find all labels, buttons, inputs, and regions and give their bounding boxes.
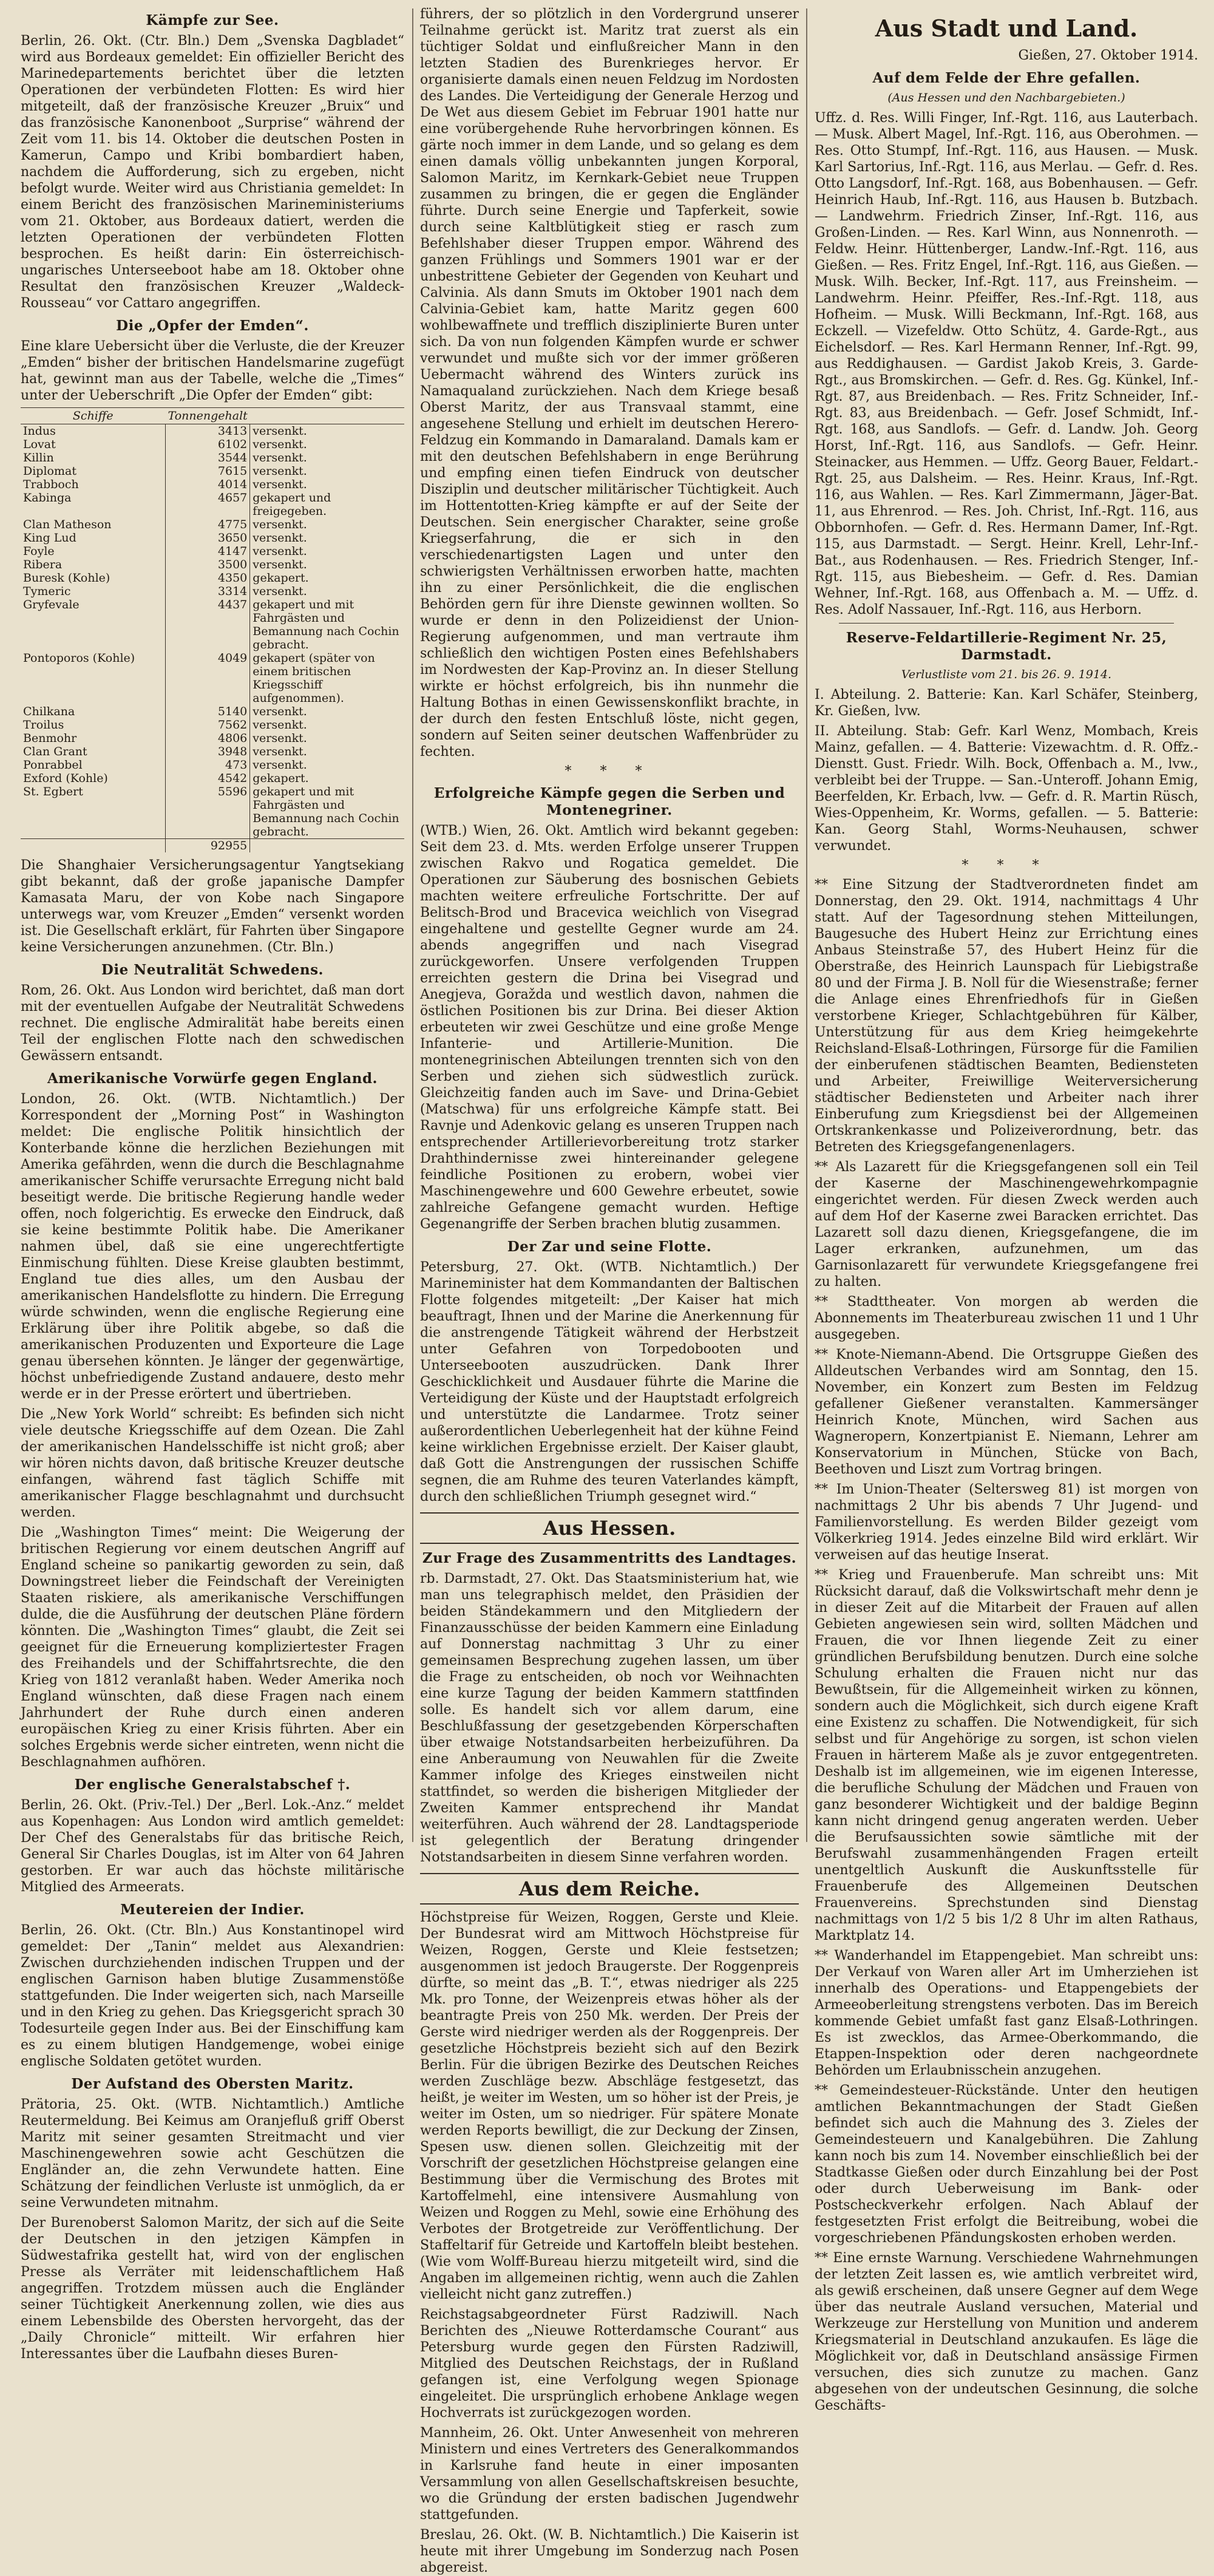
article-paragraph: ** Gemeindesteuer-Rückstände. Unter den heutigen amtlichen Bekanntmachungen der Stadt Gießen befindet sich auch die Mahnung des 3. Zieles der Gemeindesteuern und Kanalgebühren. Die Zahlung kann noch bis zum 14. November einschließlich bei der Stadtkasse Gießen oder durch Einzahlung bei der Post oder durch Ueberweisung im Bank- oder Postscheckverkehr erfolgen. Nach Ablauf der festgesetzten Frist erfolgt die Beitreibung, wobei die vorgeschriebenen Pfändungskosten erhoben werden. (815, 2083, 1198, 2246)
article-paragraph: ** Eine ernste Warnung. Verschiedene Wahrnehmungen der letzten Zeit lassen es, wie amtlich verbreitet wird, als gewiß erscheinen, daß unsere Gegner auf dem Wege über das neutrale Ausland versuchen, Material und Werkzeuge zur Herstellung von Munition und anderem Kriegsmaterial in Deutschland anzukaufen. Es läge die Möglichkeit vor, daß in Deutschland ansässige Firmen versuchen, dies sich zunutze zu machen. Ganz abgesehen von der undeutschen Gesinnung, die solche Geschäfts- (815, 2251, 1198, 2413)
remark-cell: versenkt. (253, 558, 307, 571)
article-paragraph: Der Burenoberst Salomon Maritz, der sich auf die Seite der Deutschen in den jetzigen Kämpfen in Südwestafrika gestellt hat, wird von der englischen Presse als Verräter mit leidenschaftlichem Haß angegriffen. Trotzdem müssen auch die Engländer seiner Tüchtigkeit Anerkennung zollen, wie dies aus einem Lebensbilde des Obersten hervorgeht, das der „Daily Chronicle“ mitteilt. Wir erfahren hier Interessantes über die Laufbahn dieses Buren- (21, 2215, 404, 2362)
column-rule (806, 8, 807, 1842)
article-paragraph: rb. Darmstadt, 27. Okt. Das Staatsministerium hat, wie man uns telegraphisch meldet, den Präsidien der beiden Ständekammern und den Mitgliedern der Finanzausschüsse der beiden Kammern eine Einladung auf Donnerstag nachmittag 3 Uhr zu einer gemeinsamen Besprechung zugehen lassen, um über die Frage zu entscheiden, ob noch vor Weihnachten eine kurze Tagung der beiden Kammern stattfinden solle. Es handelt sich vor allem darum, eine Beschlußfassung der gesetzgebenden Körperschaften über etwaige Notstandsarbeiten herbeizuführen. Da eine Anberaumung von Neuwahlen für die Zweite Kammer infolge des Krieges einstweilen nicht stattfindet, so werden die bisherigen Mitglieder der Zweiten Kammer entsprechend ihr Mandat weiterführen. Auch während der 28. Landtagsperiode ist gelegentlich der Beratung dringender Notstandsarbeiten in diesem Sinne verfahren worden. (420, 1571, 799, 1865)
table-row (21, 558, 404, 571)
article-paragraph: Uffz. d. Res. Willi Finger, Inf.-Rgt. 116, aus Lauterbach. — Musk. Albert Magel, Inf.-Rgt. 116, aus Oberohmen. — Res. Otto Stumpf, Inf.-Rgt. 116, aus Hausen. — Musk. Karl Sartorius, Inf.-Rgt. 116, aus Merlau. — Gefr. d. Res. Otto Langsdorf, Inf.-Rgt. 168, aus Bobenhausen. — Gefr. Heinrich Haub, Inf.-Rgt. 116, aus Hausen b. Butzbach. — Landwehrm. Friedrich Zinser, Inf.-Rgt. 116, aus Großen-Linden. — Res. Karl Winn, aus Nonnenroth. — Feldw. Heinr. Hüttenberger, Landw.-Inf.-Rgt. 116, aus Gießen. — Res. Fritz Engel, Inf.-Rgt. 116, aus Gießen. — Musk. Wilh. Becker, Inf.-Rgt. 117, aus Freinsheim. — Landwehrm. Heinr. Pfeiffer, Res.-Inf.-Rgt. 118, aus Hofheim. — Musk. Willi Beckmann, Inf.-Rgt. 168, aus Eckzell. — Vizefeldw. Otto Schütz, 4. Garde-Rgt., aus Eichelsdorf. — Res. Karl Hermann Renner, Inf.-Rgt. 99, aus Reddighausen. — Gardist Jakob Kreis, 3. Garde-Rgt., aus Bromskirchen. — Gefr. d. Res. Gg. Künkel, Inf.-Rgt. 87, aus Breidenbach. — Res. Fritz Schneider, Inf.-Rgt. 83, aus Breidenbach. — Gefr. Josef Schmidt, Inf.-Rgt. 168, aus Sandlofs. — Gefr. d. Landw. Joh. Georg Horst, Inf.-Rgt. 116, aus Sandlofs. — Gefr. Heinr. Steinacker, aus Hemmen. — Uffz. Georg Bauer, Feldart.-Rgt. 25, aus Dalsheim. — Res. Heinr. Kraus, Inf.-Rgt. 116, aus Wahlen. — Res. Karl Zimmermann, Jäger-Bat. 11, aus Ehrenrod. — Res. Joh. Christ, Inf.-Rgt. 116, aus Obbornhofen. — Gefr. d. Res. Hermann Damer, Inf.-Rgt. 115, aus Darmstadt. — Sergt. Heinr. Krell, Lehr-Inf.-Bat., aus Rodenhausen. — Res. Friedrich Stenger, Inf.-Rgt. 115, aus Biebesheim. — Gefr. d. Res. Damian Wehner, Inf.-Rgt. 168, aus Offenbach a. M. — Uffz. d. Res. Adolf Nassauer, Inf.-Rgt. 116, aus Herborn. (815, 110, 1198, 617)
ship-name-cell: King Lud (23, 531, 76, 545)
ship-name-cell: Troilus (23, 718, 64, 732)
ship-name-cell: Ponrabbel (23, 758, 83, 772)
article-paragraph: ** Knote-Niemann-Abend. Die Ortsgruppe Gießen des Alldeutschen Verbandes wird am Sonntag, den 15. November, ein Konzert zum Besten im Feldzug gefallener Gießener veranstalten. Kammersänger Heinrich Knote, München, wird Sachen aus Wagneropern, Konzertpianist E. Niemann, Lehrer am Konservatorium in München, Stücke von Bach, Beethoven und Liszt zum Vortrag bringen. (815, 1347, 1198, 1477)
tonnage-cell: 7615 (166, 464, 250, 478)
remark-cell: versenkt. (253, 451, 307, 464)
section-separator: * * * (565, 764, 654, 779)
table-header-tonnage: Tonnengehalt (166, 408, 250, 424)
tonnage-cell: 4014 (166, 478, 250, 491)
table-row (21, 491, 404, 518)
tonnage-cell: 7562 (166, 718, 250, 732)
article-paragraph: Rom, 26. Okt. Aus London wird berichtet, daß man dort mit der eventuellen Aufgabe der Neutralität Schwedens rechnet. Die englische Admiralität habe bereits einen Teil der englischen Flotte nach den schwedischen Gewässern entsandt. (21, 983, 404, 1064)
table-total-value: 92955 (166, 839, 250, 853)
ship-name-cell: Foyle (23, 545, 55, 558)
remark-cell: versenkt. (253, 732, 307, 745)
article-paragraph: Mannheim, 26. Okt. Unter Anwesenheit von mehreren Ministern und eines Vertreters des Generalkommandos in Karlsruhe fand heute in einer imposanten Versammlung von allen Gesellschaftskreisen besuchte, wo die Gründung der ersten badischen Jugendwehr stattgefunden. (420, 2425, 799, 2523)
article-paragraph: Die „New York World“ schreibt: Es befinden sich nicht viele deutsche Kriegsschiffe auf dem Ozean. Die Zahl der amerikanischen Handelsschiffe ist nicht groß; aber wir hören nichts davon, daß britische Kreuzer deutsche einfangen, während fast täglich Schiffe mit amerikanischer Flagge beschlagnahmt und durchsucht werden. (21, 1407, 404, 1520)
table-row (21, 571, 404, 585)
remark-cell: versenkt. (253, 424, 307, 438)
article-paragraph: (WTB.) Wien, 26. Okt. Amtlich wird bekannt gegeben: Seit dem 23. d. Mts. werden Erfolge unserer Truppen zwischen Rakvo und Rogatica gemeldet. Die Operationen zur Säuberung des bosnischen Gebiets machten weitere erfreuliche Fortschritte. Der auf Belitsch-Brod und Bracevica weichlich von Visegrad eingehaltene und gestellte Gegner wurde am 24. abends angegriffen und nach Visegrad zurückgeworfen. Unsere verfolgenden Truppen erreichten gestern die Drina bei Visegrad und Anegjeva, Goražda und westlich davon, nahmen die östlichen Positionen bis zur Drina. Bei dieser Aktion erbeuteten wir zwei Geschütze und eine große Menge Infanterie- und Artillerie-Munition. Die montenegrinischen Abteilungen trennten sich von den Serben und ziehen sich südwestlich zurück. Gleichzeitig fanden auch im Save- und Drina-Gebiet (Matschwa) für uns erfolgreiche Kämpfe statt. Bei Ravnje und Adenkovic gelang es unseren Truppen nach entsprechender Artillerievorbereitung trotz starker Drahthindernisse zwei hintereinander gelegene feindliche Positionen zu erobern, wobei vier Maschinengewehre und 600 Gewehre erbeutet, sowie zahlreiche Gefangene gemacht wurden. Heftige Gegenangriffe der Serben brachen blutig zusammen. (420, 823, 799, 1232)
article-paragraph: ** Im Union-Theater (Seltersweg 81) ist morgen von nachmittags 2 Uhr bis abends 7 Uhr Jugend- und Familienvorstellung. Es werden Bilder gezeigt vom Völkerkrieg 1914. Jedes einzelne Bild wird erklärt. Wir verweisen auf das heutige Inserat. (815, 1482, 1198, 1563)
article-paragraph: ** Eine Sitzung der Stadtverordneten findet am Donnerstag, den 29. Okt. 1914, nachmittags 4 Uhr statt. Auf der Tagesordnung stehen Mitteilungen, Baugesuche des Hubert Heinz zur Errichtung eines Anbaus Steinstraße 57, des Hubert Heinz für die Oberstraße, des Heinrich Launspach für Liebigstraße 80 und der Firma J. B. Noll für die Wiesenstraße; ferner die Anlage eines Ehrenfriedhofs für in Gießen verstorbene Krieger, Schlachtgebühren für Kälber, Unterstützung für aus dem Krieg heimgekehrte Reichsland-Elsaß-Lothringen, Fürsorge für die Familien der einberufenen städtischen Beamten, Bediensteten und Arbeiter, Freiwillige Weiterversicherung städtischer Bediensteten und Arbeiter nach ihrer Einberufung zum Kriegsdienst bei der Allgemeinen Ortskrankenkasse und Polizeiverordnung, betr. das Betreten des Kriegsgefangenenlagers. (815, 877, 1198, 1155)
table-row (21, 438, 404, 451)
table-body (21, 424, 404, 839)
column-left (18, 6, 407, 2362)
table-row (21, 651, 404, 705)
table-row (21, 585, 404, 598)
remark-cell: gekapert und freigegeben. (253, 491, 331, 518)
article-paragraph: Breslau, 26. Okt. (W. B. Nichtamtlich.) Die Kaiserin ist heute mit ihrer Umgebung im Sonderzug nach Posen abgereist. (420, 2527, 799, 2575)
remark-cell: versenkt. (253, 585, 307, 598)
article-headline: Der Aufstand des Obersten Maritz. (71, 2076, 354, 2092)
table-row (21, 718, 404, 732)
article-paragraph: Die Shanghaier Versicherungsagentur Yangtsekiang gibt bekannt, daß der große japanische Dampfer Kamasata Maru, der von Kobe nach Singapore unterwegs war, vom Kreuzer „Emden“ versenkt worden ist. Die Gesellschaft erklärt, für Fahrten über Singapore keine Versicherungen anzunehmen. (Ctr. Bln.) (21, 858, 404, 955)
ship-name-cell: Indus (23, 424, 56, 438)
table-row (21, 732, 404, 745)
column-rule (412, 8, 413, 1842)
article-headline: Reserve-Feldartillerie-Regiment Nr. 25, Darmstadt. (846, 630, 1167, 663)
dateline: Gießen, 27. Oktober 1914. (1018, 48, 1198, 63)
tonnage-cell: 4657 (166, 491, 250, 518)
tonnage-cell: 473 (166, 758, 250, 772)
article-paragraph: London, 26. Okt. (WTB. Nichtamtlich.) Der Korrespondent der „Morning Post“ in Washington meldet: Die englische Politik hinsichtlich der Konterbande könne die herzlichen Beziehungen mit Amerika gefährden, wenn die durch die Beschlagnahme amerikanischer Schiffe verursachte Erregung nicht bald beseitigt werde. Die britische Regierung handle weder offen, noch folgerichtig. Es erwecke den Eindruck, daß sie keine bestimmte Politik habe. Die Amerikaner nahmen übel, daß sie eine ungerechtfertigte Einmischung fühlten. Diese Kreise glaubten bestimmt, England tue dies alles, um den Ausbau der amerikanischen Handelsflotte zu hindern. Die Erregung würde schwinden, wenn die englische Regierung eine Erklärung über ihre Politik abgebe, so daß die amerikanischen Produzenten und Exporteure die Lage genau übersehen könnten. Je länger der gegenwärtige, höchst unbefriedigende Zustand andauere, desto mehr werde er in der Presse erörtert und übertrieben. (21, 1092, 404, 1402)
column-right (812, 6, 1201, 2413)
tonnage-cell: 3650 (166, 531, 250, 545)
table-row (21, 464, 404, 478)
table-row (21, 531, 404, 545)
column-middle (418, 6, 801, 2575)
section-heading-stadt-land: Aus Stadt und Land. (875, 15, 1138, 42)
table-row (21, 478, 404, 491)
ship-name-cell: Ribera (23, 558, 63, 571)
article-paragraph: Die „Washington Times“ meint: Die Weigerung der britischen Regierung vor einem deutschen Angriff auf England scheine so panikartig geworden zu sein, daß Downingstreet lieber die Feindschaft der Vereinigten Staaten riskiere, als amerikanische Verschiffungen dulde, die die Ausführung der deutschen Pläne fördern könnten. Die „Washington Times“ glaubt, die Zeit sei geeignet für die Erneuerung kompliziertester Fragen des Freihandels und der Schiffahrtsrechte, die den Krieg von 1812 veranlaßt haben. Weder Amerika noch England wünschten, daß diese Fragen nach einem Jahrhundert der Ruhe durch einen anderen europäischen Krieg zu einer Krisis führten. Aber ein solches Ergebnis werde sicher eintreten, wenn nicht die Beschlagnahmen aufhören. (21, 1525, 404, 1770)
remark-cell: gekapert (später von einem britischen Kriegsschiff aufgenommen). (253, 651, 375, 705)
tonnage-cell: 4147 (166, 545, 250, 558)
table-row (21, 424, 404, 438)
ship-name-cell: Gryfevale (23, 598, 80, 611)
remark-cell: gekapert und mit Fahrgästen und Bemannung nach Cochin gebracht. (253, 785, 399, 838)
ship-name-cell: Benmohr (23, 732, 77, 745)
table-header-remark (250, 408, 404, 424)
tonnage-cell: 3314 (166, 585, 250, 598)
article-headline: Der Zar und seine Flotte. (507, 1239, 712, 1255)
article-paragraph: Berlin, 26. Okt. (Priv.-Tel.) Der „Berl. Lok.-Anz.“ meldet aus Kopenhagen: Aus London wird amtlich gemeldet: Der Chef des Generalstabs für das britische Reich, General Sir Charles Douglas, ist im Alter von 64 Jahren gestorben. Er war auch das höchste militärische Mitglied des Armeerats. (21, 1798, 404, 1895)
tonnage-cell: 3544 (166, 451, 250, 464)
table-row (21, 745, 404, 758)
ship-name-cell: Kabinga (23, 491, 72, 505)
article-paragraph: Reichstagsabgeordneter Fürst Radziwill. Nach Berichten des „Nieuwe Rotterdamsche Courant“ aus Petersburg wurde gegen den Fürsten Radziwill, Mitglied des Deutschen Reichstags, der in Rußland gefangen ist, eine Verfolgung wegen Spionage eingeleitet. Die ursprünglich erhobene Anklage wegen Hochverrats ist zurückgezogen worden. (420, 2307, 799, 2421)
article-paragraph: II. Abteilung. Stab: Gefr. Karl Wenz, Mombach, Kreis Mainz, gefallen. — 4. Batterie: Vizewachtm. d. R. Offz.-Dienstt. Gust. Friedr. Wilh. Bock, Offenbach a. M., lvw., verbleibt bei der Truppe. — San.-Unteroff. Johann Emig, Beerfelden, Kr. Erbach, lvw. — Gefr. d. R. Martin Rüsch, Wies-Oppenheim, Kr. Worms, gefallen. — 5. Batterie: Kan. Georg Stahl, Worms-Neuhausen, schwer verwundet. (815, 724, 1198, 854)
tonnage-cell: 4806 (166, 732, 250, 745)
tonnage-cell: 4049 (166, 651, 250, 705)
emden-victims-table (21, 407, 404, 852)
table-row (21, 758, 404, 772)
article-headline: Die „Opfer der Emden“. (116, 318, 309, 334)
tonnage-cell: 3500 (166, 558, 250, 571)
ship-name-cell: Chilkana (23, 705, 75, 718)
table-row (21, 772, 404, 785)
table-row (21, 598, 404, 651)
remark-cell: gekapert. (253, 772, 309, 785)
remark-cell: versenkt. (253, 705, 307, 718)
tonnage-cell: 4437 (166, 598, 250, 651)
article-paragraph: Berlin, 26. Okt. (Ctr. Bln.) Dem „Svenska Dagbladet“ wird aus Bordeaux gemeldet: Ein offizieller Bericht des Marinedepartements berichtet über die letzten Operationen der verbündeten Flotten: Es wird hier mitgeteilt, daß der französische Kreuzer „Bruix“ und das französische Kanonenboot „Surprise“ während der Zeit vom 11. bis 14. Oktober die deutschen Posten in Kamerun, Campo und Kribi bombardiert haben, nachdem die Aufforderung, sich zu ergeben, nicht befolgt wurde. Weiter wird aus Christiania gemeldet: In einem Bericht des französischen Marineministeriums vom 21. Oktober, aus Bordeaux datiert, werden die letzten Operationen der verbündeten Flotten besprochen. Es heißt darin: Ein österreichisch-ungarisches Unterseeboot habe am 18. Oktober ohne Resultat den französischen Kreuzer „Waldeck-Rousseau“ vor Cattaro angegriffen. (21, 33, 404, 311)
remark-cell: versenkt. (253, 438, 307, 451)
article-headline: Erfolgreiche Kämpfe gegen die Serben und Montenegriner. (433, 785, 785, 818)
ship-name-cell: St. Egbert (23, 785, 83, 798)
remark-cell: versenkt. (253, 758, 307, 772)
article-paragraph: Berlin, 26. Okt. (Ctr. Bln.) Aus Konstantinopel wird gemeldet: Der „Tanin“ meldet aus Alexandrien: Zwischen durchziehenden indischen Truppen und der englischen Garnison haben blutige Zusammenstöße stattgefunden. Die Inder weigerten sich, nach Marseille und in den Krieg zu gehen. Das Kriegsgericht sprach 30 Todesurteile gegen Inder aus. Bei der Einschiffung kam es zu einem blutigen Handgemenge, wobei einige englische Soldaten getötet wurden. (21, 1923, 404, 2069)
article-paragraph: ** Krieg und Frauenberufe. Man schreibt uns: Mit Rücksicht darauf, daß die Volkswirtschaft mehr denn je in dieser Zeit auf die Mitarbeit der Frauen auf allen Gebieten angewiesen sein wird, sollten Mädchen und Frauen, die vor Ihnen liegende Zeit zu einer gründlichen Berufsbildung benutzen. Durch eine solche Schulung erhalten die Frauen nicht nur das Bewußtsein, für die Allgemeinheit wirken zu können, sondern auch die Möglichkeit, sich durch eigene Kraft eine Existenz zu schaffen. Die Notwendigkeit, für sich selbst und für Angehörige zu sorgen, ist schon vielen Frauen in härterem Maße als je zuvor entgegentreten. Deshalb ist im allgemeinen, wie im eigenen Interesse, die berufliche Schulung der Mädchen und Frauen von ganz besonderer Wichtigkeit und der baldige Beginn kann nicht dringend genug angeraten werden. Ueber die Berufsaussichten sowie sämtliche mit der Berufswahl zusammenhängenden Fragen erteilt unentgeltlich Auskunft die Auskunftsstelle für Frauenberufe des Allgemeinen Deutschen Frauenvereins. Sprechstunden sind Dienstag nachmittags von 1/2 5 bis 1/2 8 Uhr im alten Rathaus, Marktplatz 14. (815, 1568, 1198, 1943)
remark-cell: versenkt. (253, 545, 307, 558)
remark-cell: versenkt. (253, 718, 307, 732)
table-row (21, 451, 404, 464)
ship-name-cell: Diplomat (23, 464, 76, 478)
ship-name-cell: Lovat (23, 438, 56, 451)
article-headline: Kämpfe zur See. (146, 12, 279, 29)
section-heading-hessen: Aus Hessen. (420, 1512, 799, 1544)
article-paragraph: Höchstpreise für Weizen, Roggen, Gerste und Kleie. Der Bundesrat wird am Mittwoch Höchstpreise für Weizen, Roggen, Gerste und Kleie festsetzen; ausgenommen ist jedoch Braugerste. Der Roggenpreis dürfte, so meint das „B. T.“, etwas niedriger als 225 Mk. pro Tonne, der Weizenpreis etwas höher als der beantragte Preis von 250 Mk. werden. Der Preis der Gerste wird niedriger werden als der Roggenpreis. Der gesetzliche Höchstpreis bezieht sich auf den Bezirk Berlin. Für die übrigen Bezirke des Deutschen Reiches werden Zuschläge bezw. Abschläge festgesetzt, das heißt, je weiter im Westen, um so höher ist der Preis, je weiter im Osten, um so niedriger. Für spätere Monate werden Reports bewilligt, die zur Deckung der Zinsen, Spesen usw. dienen sollen. Gleichzeitig mit der Vorschrift der gesetzlichen Höchstpreise gelangen eine Bestimmung über die Vermischung des Brotes mit Kartoffelmehl, eine intensivere Ausmahlung von Weizen und Roggen zu Mehl, sowie eine Erhöhung des Verbotes der Brotgetreide zur Veröffentlichung. Der Staffeltarif für Getreide und Kartoffeln bleibt bestehen. (Wie vom Wolff-Bureau hierzu mitgeteilt wird, sind die Angaben im allgemeinen richtig, wenn auch die Zahlen vielleicht nicht ganz zutreffen.) (420, 1910, 799, 2302)
ship-name-cell: Exford (Kohle) (23, 772, 108, 785)
section-heading-reich: Aus dem Reiche. (420, 1873, 799, 1905)
remark-cell: versenkt. (253, 518, 307, 531)
table-row (21, 518, 404, 531)
remark-cell: gekapert und mit Fahrgästen und Bemannung nach Cochin gebracht. (253, 598, 399, 651)
article-paragraph: Petersburg, 27. Okt. (WTB. Nichtamtlich.) Der Marineminister hat dem Kommandanten der Baltischen Flotte folgendes mitgeteilt: „Der Kaiser hat mich beauftragt, Ihnen und der Marine die Anerkennung für die anstrengende Tätigkeit während der Herbstzeit unter Gefahren von Torpedobooten und Unterseebooten auszudrücken. Dank Ihrer Geschicklichkeit und Ausdauer führte die Marine die Verteidigung der Küste und der Hauptstadt erfolgreich und unterstützte die Landarmee. Trotz seiner außerordentlichen Ueberlegenheit hat der kühne Feind keine wirklichen Ergebnisse erzielt. Der Kaiser glaubt, daß Gott die Anstrengungen der russischen Schiffe segnen, die am Ruhme des teuren Vaterlandes kämpft, durch den schließlichen Triumph gesegnet wird.“ (420, 1260, 799, 1504)
article-headline: Amerikanische Vorwürfe gegen England. (47, 1070, 378, 1087)
table-row (21, 785, 404, 839)
table-total-row (21, 839, 404, 853)
tonnage-cell: 5596 (166, 785, 250, 839)
tonnage-cell: 4350 (166, 571, 250, 585)
article-paragraph: ** Stadttheater. Von morgen ab werden die Abonnements im Theaterbureau zwischen 11 und 1 Uhr ausgegeben. (815, 1294, 1198, 1342)
remark-cell: versenkt. (253, 464, 307, 478)
article-headline: Meutereien der Indier. (120, 1901, 305, 1918)
remark-cell: versenkt. (253, 531, 307, 545)
ship-name-cell: Killin (23, 451, 54, 464)
table-header-ship: Schiffe (21, 408, 166, 424)
article-paragraph: führers, der so plötzlich in den Vordergrund unserer Teilnahme gerückt ist. Maritz trat zuerst als ein tüchtiger Soldat und einflußreicher Mann in den letzten Stadien des Burenkrieges hervor. Er organisierte damals einen neuen Feldzug im Nordosten des Landes. Die Verteidigung der Generale Herzog und De Wet aus diesem Gebiet im Februar 1901 hatte nur eine vorübergehende Ruhe hervorbringen können. Es gärte noch immer in dem Lande, und so gelang es dem einen damals völlig unbekannten jungen Korporal, Salomon Maritz, im Kernkark-Gebiet neue Truppen zusammen zu bringen, die er gegen die Engländer führte. Durch seine Energie und Tapferkeit, sowie durch seine Kaltblütigkeit stieg er rasch zum Befehlshaber dieser Truppen empor. Während des ganzen Frühlings und Sommers 1901 war er der unbestrittene Gebieter der Gegenden von Keuhart und Calvinia. Als dann Smuts im Oktober 1901 nach dem Calvinia-Gebiet kam, hatte Maritz gegen 600 wohlbewaffnete und trefflich disziplinierte Buren unter sich. Da von nun folgenden Kämpfen wurde er schwer verwundet und mußte sich vor der immer größeren Uebermacht während des Winters zurück ins Namaqualand zurückziehen. Nach dem Kriege besaß Oberst Maritz, der aus Transvaal stammt, eine angesehene Stellung und erhielt im deutschen Herero-Feldzug ein Kommando in Damaraland. Damals kam er mit den deutschen Befehlshabern in enge Berührung und empfing einen tiefen Eindruck von deutscher Disziplin und deutscher militärischer Tüchtigkeit. Auch im Hottentotten-Krieg kämpfte er auf der Seite der Deutschen. Sein energischer Charakter, seine große Kriegserfahrung, die er sich in den verschiedenartigsten Lagen und unter den schwierigsten Verhältnissen erworben hatte, machten ihn zu einer Persönlichkeit, die die englischen Behörden gern für ihre Dienste gewinnen wollten. So wurde er denn in den Polizeidienst der Union-Regierung aufgenommen, und man vertraute ihm schließlich den wichtigen Posten eines Befehlshabers im Nordwesten der Kap-Provinz an. In dieser Stellung wirkte er höchst erfolgreich, bis ihn nunmehr die Haltung Bothas in einen Gewissenskonflikt brachte, in der durch den festen Entschluß löste, nicht gegen, sondern auf Seiten seiner deutschen Waffenbrüder zu fechten. (420, 7, 799, 760)
ship-name-cell: Clan Grant (23, 745, 87, 758)
article-paragraph: I. Abteilung. 2. Batterie: Kan. Karl Schäfer, Steinberg, Kr. Gießen, lvw. (815, 687, 1198, 719)
remark-cell: versenkt. (253, 478, 307, 491)
article-headline: Der englische Generalstabschef †. (74, 1776, 351, 1793)
article-paragraph: Prätoria, 25. Okt. (WTB. Nichtamtlich.) Amtliche Reutermeldung. Bei Keimus am Oranjefluß griff Oberst Maritz mit seiner gesamten Streitmacht und vier Maschinengewehren sowie acht Geschützen die Engländer an, die zehn Verwundete hatten. Eine Schätzung der feindlichen Verluste ist unmöglich, da er seine Verwundeten mitnahm. (21, 2097, 404, 2211)
ship-name-cell: Tymeric (23, 585, 71, 598)
ship-name-cell: Clan Matheson (23, 518, 112, 531)
article-paragraph: ** Als Lazarett für die Kriegsgefangenen soll ein Teil der Kaserne der Maschinengewehrkompagnie eingerichtet werden. Für diesen Zweck werden auch auf dem Hof der Kaserne zwei Baracken errichtet. Das Lazarett soll dazu dienen, Kriegsgefangene, die im Lager erkranken, aufzunehmen, um das Garnisonlazarett für verwundete Kriegsgefangene frei zu halten. (815, 1160, 1198, 1290)
article-headline: Die Neutralität Schwedens. (101, 962, 324, 978)
tonnage-cell: 4542 (166, 772, 250, 785)
ship-name-cell: Buresk (Kohle) (23, 571, 110, 585)
article-paragraph: Eine klare Uebersicht über die Verluste, die der Kreuzer „Emden“ bisher der britischen Handelsmarine zugefügt hat, gewinnt man aus der Tabelle, welche die „Times“ unter der Ueberschrift „Die Opfer der Emden“ gibt: (21, 339, 404, 403)
tonnage-cell: 3413 (166, 424, 250, 438)
tonnage-cell: 4775 (166, 518, 250, 531)
article-paragraph: ** Wanderhandel im Etappengebiet. Man schreibt uns: Der Verkauf von Waren aller Art im Umherziehen ist innerhalb des Operations- und Etappengebiets der Armeeoberleitung strengstens verboten. Das im Bereich kommende Gebiet umfaßt fast ganz Elsaß-Lothringen. Es ist zwecklos, das Armee-Oberkommando, die Etappen-Inspektion oder deren nachgeordnete Behörden um Erlaubnisschein anzugehen. (815, 1948, 1198, 2078)
section-separator: * * * (961, 858, 1051, 873)
tonnage-cell: 5140 (166, 705, 250, 718)
tonnage-cell: 3948 (166, 745, 250, 758)
divider (839, 623, 1174, 624)
remark-cell: versenkt. (253, 745, 307, 758)
article-headline: Zur Frage des Zusammentritts des Landtages. (422, 1550, 797, 1566)
article-subheadline: (Aus Hessen und den Nachbargebieten.) (887, 91, 1125, 104)
article-headline: Auf dem Felde der Ehre gefallen. (872, 70, 1141, 86)
table-row (21, 545, 404, 558)
remark-cell: gekapert. (253, 571, 309, 585)
ship-name-cell: Trabboch (23, 478, 79, 491)
ship-name-cell: Pontoporos (Kohle) (23, 651, 135, 665)
table-row (21, 705, 404, 718)
tonnage-cell: 6102 (166, 438, 250, 451)
article-subheadline: Verlustliste vom 21. bis 26. 9. 1914. (901, 668, 1112, 681)
